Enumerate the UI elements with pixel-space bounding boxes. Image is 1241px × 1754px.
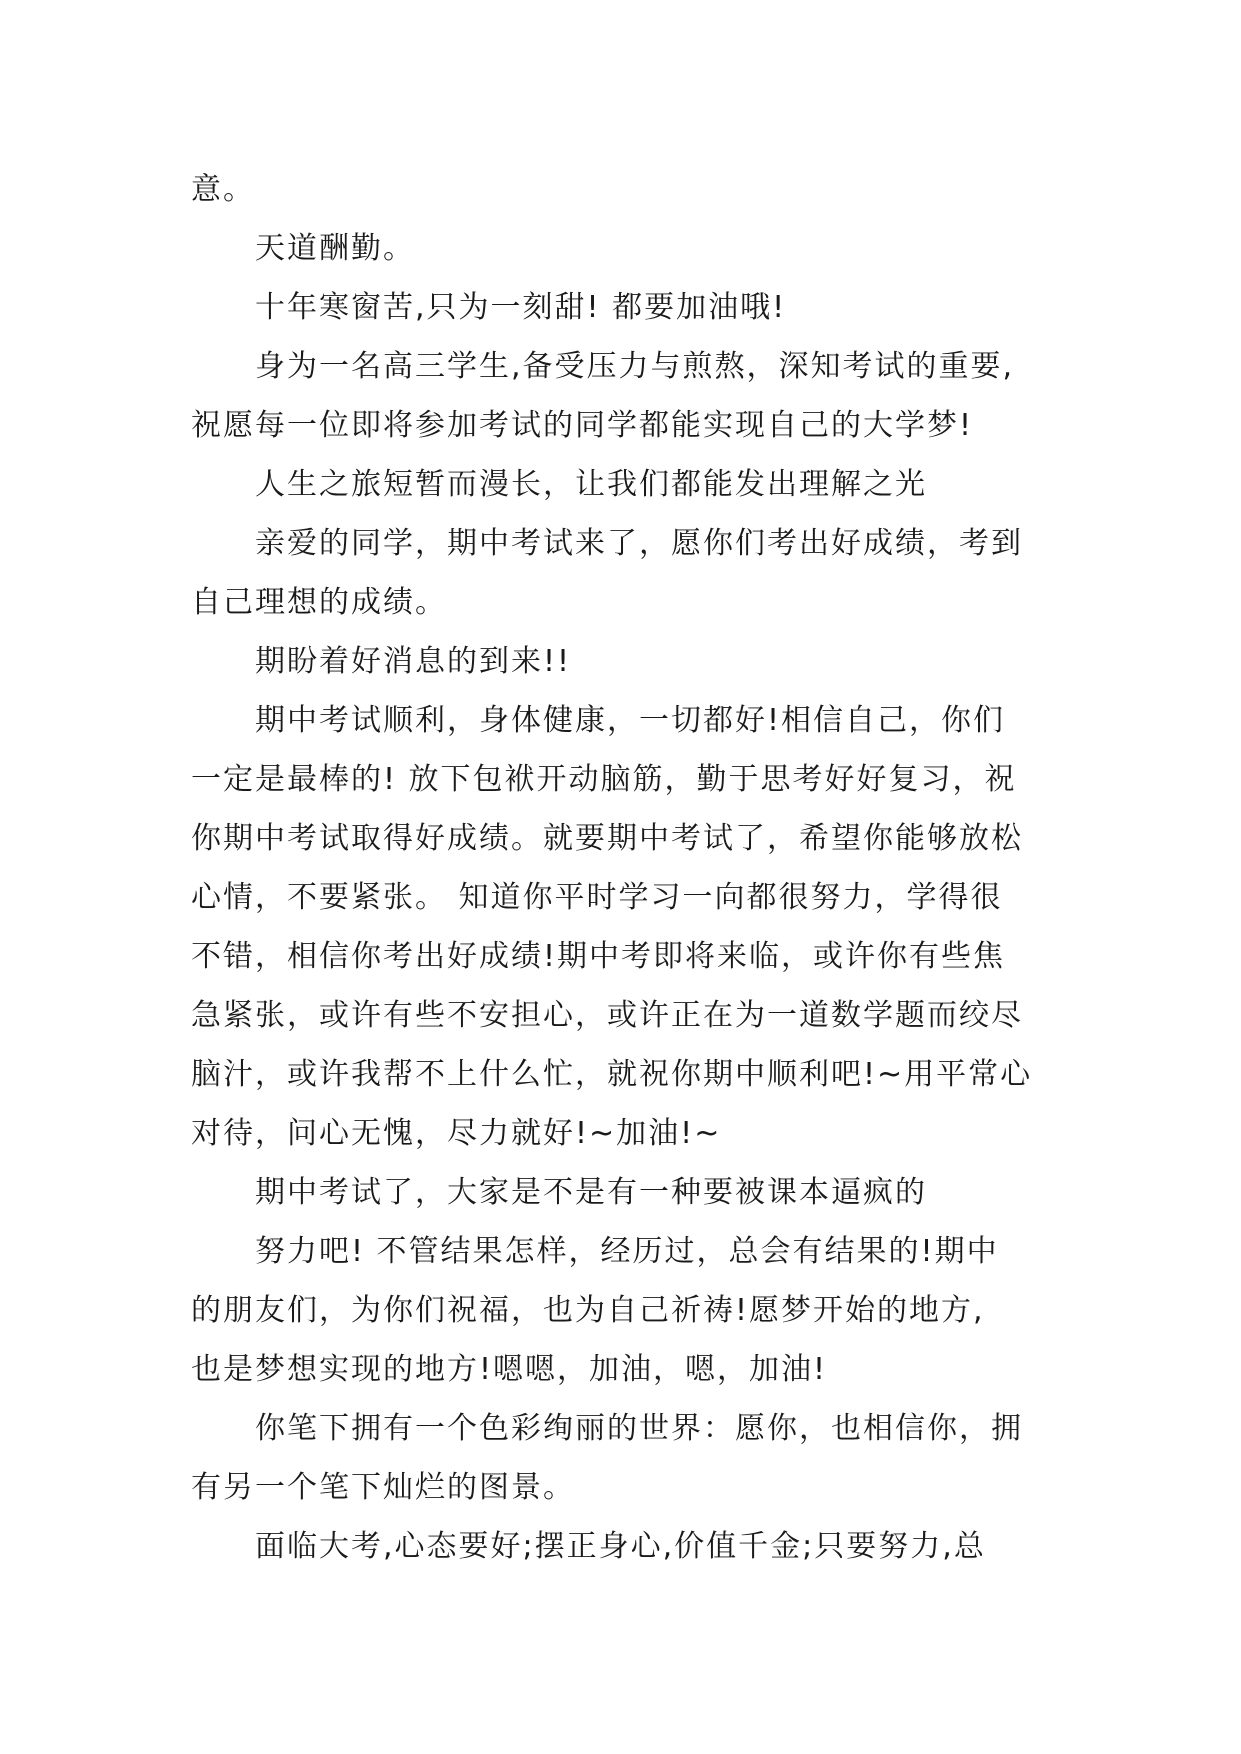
text-line: 身为一名高三学生,备受压力与煎熬，深知考试的重要, <box>255 349 1015 384</box>
document-body <box>191 160 1051 1576</box>
text-line: 你笔下拥有一个色彩绚丽的世界：愿你，也相信你，拥 <box>255 1411 1023 1446</box>
text-line: 意。 <box>191 172 255 207</box>
text-line: 期盼着好消息的到来!! <box>255 644 572 679</box>
text-line: 期中考试了，大家是不是有一种要被课本逼疯的 <box>255 1175 927 1210</box>
text-line: 人生之旅短暂而漫长，让我们都能发出理解之光 <box>255 467 927 502</box>
text-line: 对待，问心无愧，尽力就好!~加油!~ <box>191 1116 722 1151</box>
text-line: 你期中考试取得好成绩。就要期中考试了，希望你能够放松 <box>191 821 1023 856</box>
text-line: 亲爱的同学，期中考试来了，愿你们考出好成绩，考到 <box>255 526 1023 561</box>
text-line: 的朋友们，为你们祝福，也为自己祈祷!愿梦开始的地方, <box>191 1293 985 1328</box>
text-line: 期中考试顺利，身体健康，一切都好!相信自己，你们 <box>255 703 1006 738</box>
text-line: 不错，相信你考出好成绩!期中考即将来临，或许你有些焦 <box>191 939 1006 974</box>
text-line: 脑汁，或许我帮不上什么忙，就祝你期中顺利吧!~用平常心 <box>191 1057 1033 1092</box>
text-line: 十年寒窗苦,只为一刻甜! 都要加油哦! <box>255 290 787 325</box>
text-line: 急紧张，或许有些不安担心，或许正在为一道数学题而绞尽 <box>191 998 1023 1033</box>
text-line: 心情，不要紧张。 知道你平时学习一向都很努力，学得很 <box>191 880 1003 915</box>
text-line: 面临大考,心态要好;摆正身心,价值千金;只要努力,总 <box>255 1529 986 1564</box>
text-line: 祝愿每一位即将参加考试的同学都能实现自己的大学梦! <box>191 408 974 443</box>
text-line: 一定是最棒的! 放下包袱开动脑筋，勤于思考好好复习，祝 <box>191 762 1017 797</box>
text-line: 努力吧! 不管结果怎样，经历过，总会有结果的!期中 <box>255 1234 999 1269</box>
text-line: 自己理想的成绩。 <box>191 585 447 620</box>
text-line: 有另一个笔下灿烂的图景。 <box>191 1470 575 1505</box>
text-line: 也是梦想实现的地方!嗯嗯，加油，嗯，加油! <box>191 1352 828 1387</box>
text-line: 天道酬勤。 <box>255 231 415 266</box>
